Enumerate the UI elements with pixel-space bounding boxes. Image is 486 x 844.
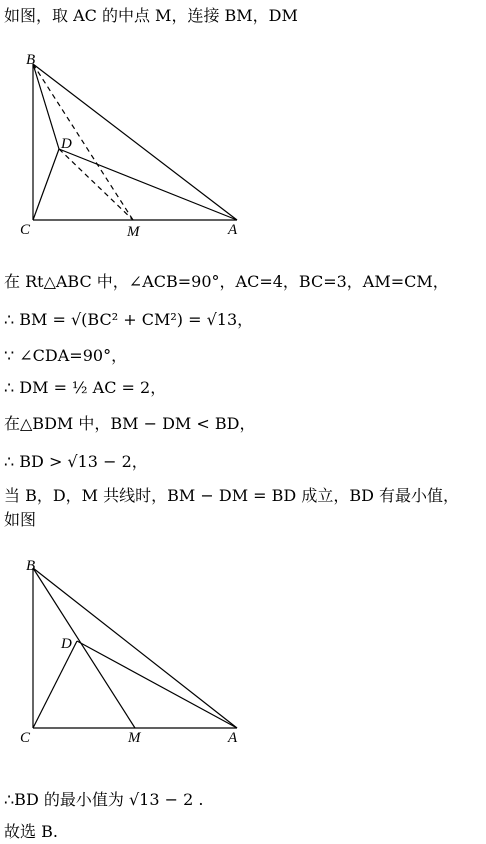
label-B: B [26, 52, 36, 68]
label-C: C [20, 730, 31, 746]
step-1: 在 Rt△ABC 中，∠ACB=90°，AC=4，BC=3，AM=CM， [4, 272, 449, 291]
label-B: B [26, 558, 36, 574]
label-M: M [127, 224, 140, 240]
dashed-BM [33, 64, 133, 220]
label-D: D [61, 636, 72, 652]
step-7: 当 B，D，M 共线时，BM − DM = BD 成立，BD 有最小值， [4, 486, 459, 505]
segment-BM [33, 568, 135, 728]
intro-text: 如图，取 AC 的中点 M，连接 BM，DM [4, 6, 298, 25]
segment-DA [77, 641, 237, 728]
step-4: ∴ DM = ½ AC = 2， [4, 378, 167, 397]
label-A: A [228, 730, 238, 746]
label-A: A [228, 222, 238, 238]
answer-text: 故选 B. [4, 822, 58, 841]
label-M: M [128, 730, 141, 746]
label-C: C [20, 222, 31, 238]
segment-CD [33, 641, 77, 728]
segment-CD [33, 149, 59, 220]
figure-2 [0, 552, 260, 752]
segment-BD [33, 64, 59, 149]
step-6: ∴ BD > √13 − 2， [4, 452, 148, 471]
figure-1 [0, 50, 260, 242]
dashed-DM [59, 149, 133, 220]
step-5: 在△BDM 中，BM − DM < BD， [4, 414, 256, 433]
step-3: ∵ ∠CDA=90°， [4, 346, 128, 365]
step-2: ∴ BM = √(BC² + CM²) = √13， [4, 310, 254, 329]
segment-DA [59, 149, 237, 220]
step-8: 如图 [4, 510, 37, 529]
label-D: D [61, 136, 72, 152]
conclusion-text: ∴BD 的最小值为 √13 − 2 . [4, 790, 204, 809]
